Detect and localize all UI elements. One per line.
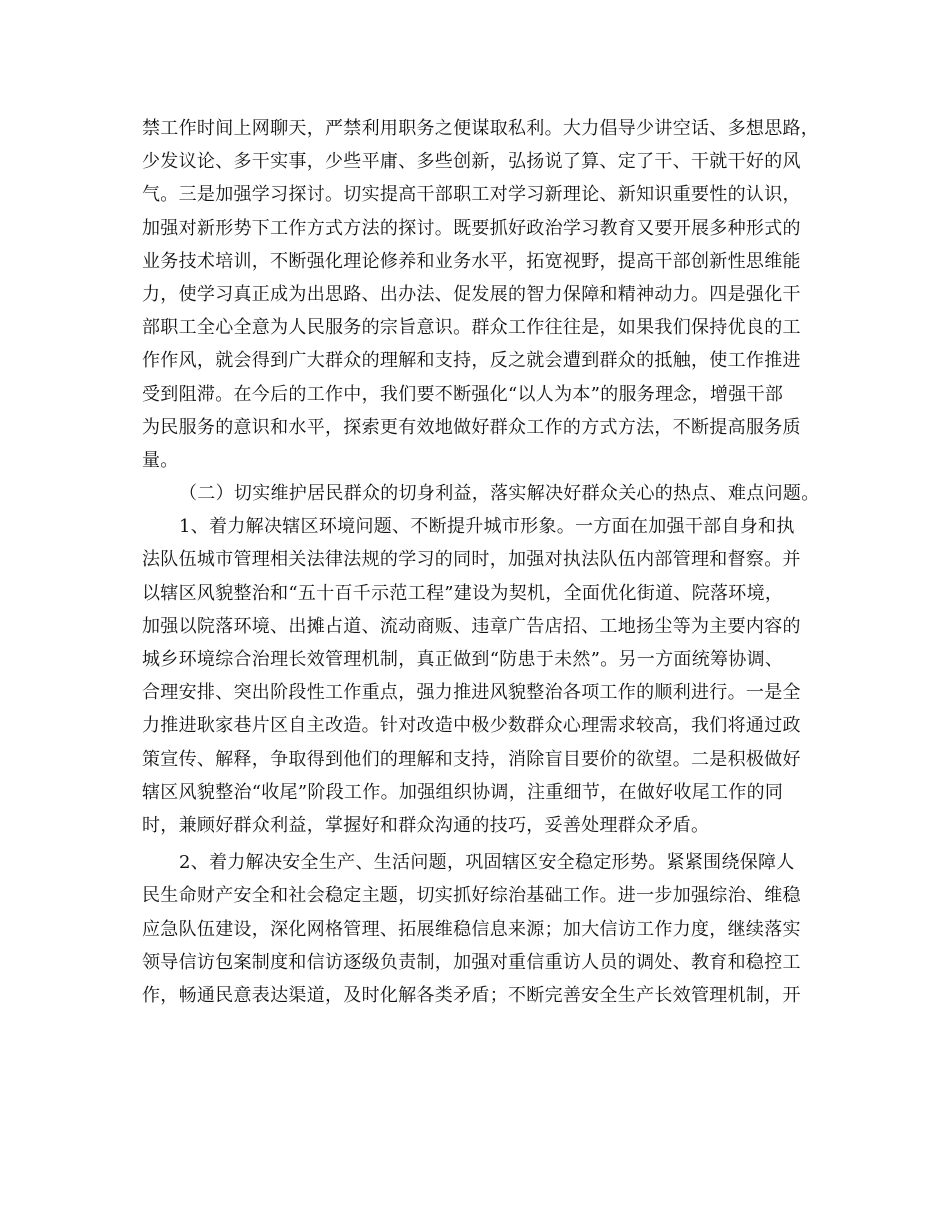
text-line: 加强对新形势下工作方式方法的探讨。既要抓好政治学习教育又要开展多种形式的 — [142, 217, 801, 239]
text-line: 部职工全心全意为人民服务的宗旨意识。群众工作往往是，如果我们保持优良的工 — [142, 317, 801, 339]
text-line: 气。三是加强学习探讨。切实提高干部职工对学习新理论、新知识重要性的认识， — [142, 184, 801, 206]
text-line: 城乡环境综合治理长效管理机制，真正做到“防患于未然”。另一方面统筹协调、 — [142, 649, 784, 670]
text-line: 力，使学习真正成为出思路、出办法、促发展的智力保障和精神动力。四是强化干 — [142, 283, 801, 305]
text-line: 1、着力解决辖区环境问题、不断提升城市形象。一方面在加强干部自身和执 — [179, 516, 795, 538]
text-line: 加强以院落环境、出摊占道、流动商贩、违章广告店招、工地扬尘等为主要内容的 — [142, 615, 801, 637]
text-line: 法队伍城市管理相关法律法规的学习的同时，加强对执法队伍内部管理和督察。并 — [142, 549, 801, 571]
paragraph — [142, 846, 842, 1012]
text-line: 以辖区风貌整治和“五十百千示范工程”建设为契机，全面优化街道、院落环境， — [142, 582, 784, 604]
text-line: 受到阻滞。在今后的工作中，我们要不断强化“以人为本”的服务理念，增强干部 — [142, 383, 784, 405]
text-line: 少发议论、多干实事，少些平庸、多些创新，弘扬说了算、定了干、干就干好的风 — [142, 151, 801, 173]
paragraph — [142, 477, 842, 510]
text-line: 辖区风貌整治“收尾”阶段工作。加强组织协调，注重细节，在做好收尾工作的同 — [142, 781, 784, 803]
text-line: 领导信访包案制度和信访逐级负责制，加强对重信重访人员的调处、教育和稳控工 — [142, 951, 801, 973]
text-line: 作，畅通民意表达渠道，及时化解各类矛盾；不断完善安全生产长效管理机制，开 — [142, 984, 801, 1006]
text-line: 量。 — [142, 449, 179, 471]
text-line: 业务技术培训，不断强化理论修养和业务水平，拓宽视野，提高干部创新性思维能 — [142, 250, 801, 272]
text-line: 禁工作时间上网聊天，严禁利用职务之便谋取私利。大力倡导少讲空话、多想思路， — [142, 118, 820, 139]
text-line: 力推进耿家巷片区自主改造。针对改造中极少数群众心理需求较高，我们将通过政 — [142, 715, 801, 737]
text-line: 为民服务的意识和水平，探索更有效地做好群众工作的方式方法，不断提高服务质 — [142, 416, 801, 438]
text-line: （二）切实维护居民群众的切身利益，落实解决好群众关心的热点、难点问题。 — [179, 483, 820, 505]
document-body — [142, 112, 842, 1012]
text-line: 时，兼顾好群众利益，掌握好和群众沟通的技巧，妥善处理群众矛盾。 — [142, 814, 710, 836]
text-line: 作作风，就会得到广大群众的理解和支持，反之就会遭到群众的抵触，使工作推进 — [142, 350, 801, 372]
paragraph — [142, 112, 842, 477]
text-line: 2、着力解决安全生产、生活问题，巩固辖区安全稳定形势。紧紧围绕保障人 — [179, 852, 795, 874]
text-line: 民生命财产安全和社会稳定主题，切实抓好综治基础工作。进一步加强综治、维稳 — [142, 885, 801, 907]
text-line: 合理安排、突出阶段性工作重点，强力推进风貌整治各项工作的顺利进行。一是全 — [142, 682, 801, 704]
text-line: 应急队伍建设，深化网格管理、拓展维稳信息来源；加大信访工作力度，继续落实 — [142, 918, 801, 940]
paragraph — [142, 510, 842, 842]
text-line: 策宣传、解释，争取得到他们的理解和支持，消除盲目要价的欲望。二是积极做好 — [142, 748, 801, 770]
